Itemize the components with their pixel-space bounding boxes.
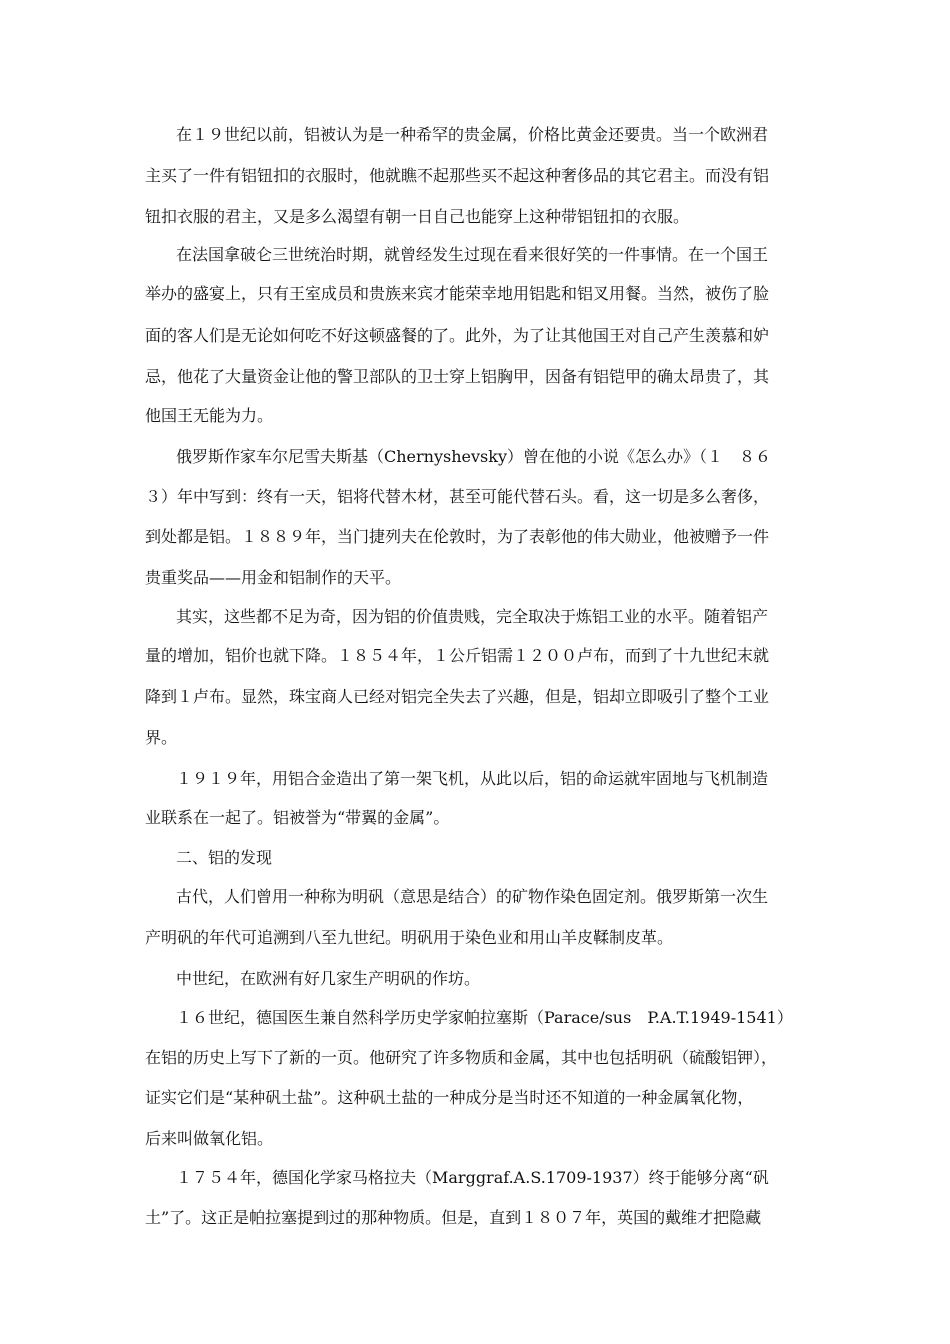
text-line: 业联系在一起了。铝被誉为“带翼的金属”。 [145,808,450,827]
section-heading: 二、铝的发现 [176,848,273,867]
text-line: 后来叫做氧化铝。 [145,1129,274,1148]
text-line: 钮扣衣服的君主，又是多么渴望有朝一日自己也能穿上这种带铝钮扣的衣服。 [145,207,690,226]
text-line: 证实它们是“某种矾土盐”。这种矾土盐的一种成分是当时还不知道的一种金属氧化物， [145,1088,754,1107]
text-line: 俄罗斯作家车尔尼雪夫斯基（Chernyshevsky）曾在他的小说《怎么办》（１ ８６ [176,447,771,466]
text-line: 他国王无能为力。 [145,406,274,425]
text-line: 举办的盛宴上，只有王室成员和贵族来宾才能荣幸地用铝匙和铝叉用餐。当然，被伤了脸 [145,284,770,303]
text-line: 在法国拿破仑三世统治时期，就曾经发生过现在看来很好笑的一件事情。在一个国王 [176,245,769,264]
text-line: 主买了一件有铝钮扣的衣服时，他就瞧不起那些买不起这种奢侈品的其它君主。而没有铝 [145,166,770,185]
text-line: 贵重奖品——用金和铝制作的天平。 [145,568,402,587]
text-line: １９１９年，用铝合金造出了第一架飞机，从此以后，铝的命运就牢固地与飞机制造 [176,769,769,788]
text-line: 降到１卢布。显然，珠宝商人已经对铝完全失去了兴趣，但是，铝却立即吸引了整个工业 [145,687,770,706]
text-line: 古代，人们曾用一种称为明矾（意思是结合）的矿物作染色固定剂。俄罗斯第一次生 [176,887,769,906]
text-line: 到处都是铝。１８８９年，当门捷列夫在伦敦时，为了表彰他的伟大勋业，他被赠予一件 [145,527,770,546]
text-line: 界。 [145,728,178,747]
text-line: 其实，这些都不足为奇，因为铝的价值贵贱，完全取决于炼铝工业的水平。随着铝产 [176,607,769,626]
text-line: 产明矾的年代可追溯到八至九世纪。明矾用于染色业和用山羊皮鞣制皮革。 [145,928,674,947]
text-line: 在１９世纪以前，铝被认为是一种希罕的贵金属，价格比黄金还要贵。当一个欧洲君 [176,125,769,144]
text-line: 土”了。这正是帕拉塞提到过的那种物质。但是，直到１８０７年，英国的戴维才把隐藏 [145,1208,762,1227]
text-line: 在铝的历史上写下了新的一页。他研究了许多物质和金属，其中也包括明矾（硫酸铝钾）， [145,1048,778,1067]
text-line: 中世纪，在欧洲有好几家生产明矾的作坊。 [176,969,481,988]
text-line: ３）年中写到：终有一天，铝将代替木材，甚至可能代替石头。看，这一切是多么奢侈， [145,487,770,506]
text-line: 面的客人们是无论如何吃不好这顿盛餐的了。此外，为了让其他国王对自己产生羡慕和妒 [145,326,770,345]
text-line: １６世纪，德国医生兼自然科学历史学家帕拉塞斯（Parace/sus P.A.T.1949-1541） [176,1008,793,1027]
text-line: 量的增加，铝价也就下降。１８５４年，１公斤铝需１２００卢布，而到了十九世纪末就 [145,646,770,665]
text-line: 忌，他花了大量资金让他的警卫部队的卫士穿上铝胸甲，因备有铝铠甲的确太昂贵了，其 [145,367,770,386]
text-line: １７５４年，德国化学家马格拉夫（Marggraf.A.S.1709-1937）终于能够分离“矾 [176,1168,769,1187]
